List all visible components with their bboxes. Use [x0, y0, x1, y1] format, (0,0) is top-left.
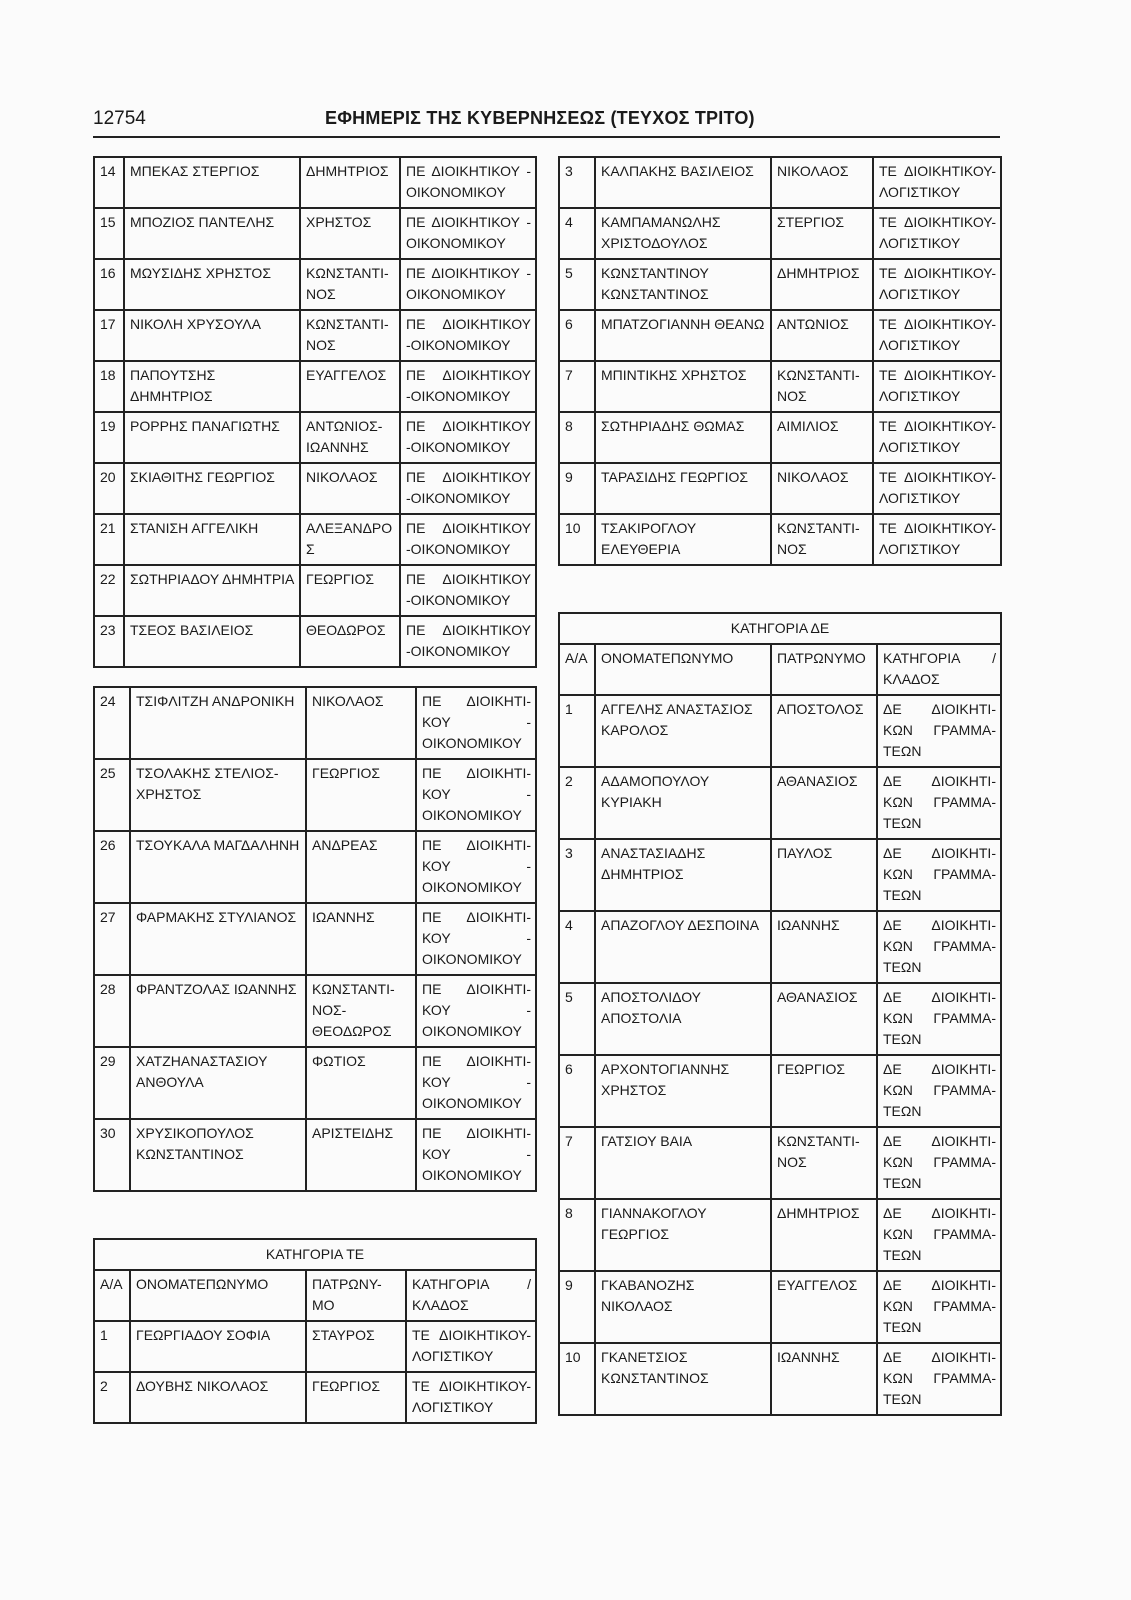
row-name: ΣΩΤΗΡΙΑΔΗΣ ΘΩΜΑΣ: [595, 412, 771, 463]
row-father: ΑΝΔΡΕΑΣ: [306, 831, 416, 903]
row-father: ΘΕΟΔΩΡΟΣ: [300, 616, 400, 667]
table-row: [94, 687, 536, 759]
table-row: [559, 983, 1001, 1055]
row-father: ΙΩΑΝΝΗΣ: [306, 903, 416, 975]
row-number: 27: [94, 903, 130, 975]
table-header-row: [559, 644, 1001, 695]
row-number: 3: [559, 157, 595, 208]
row-father: ΙΩΑΝΝΗΣ: [771, 1343, 877, 1415]
row-category: ΔΕ ΔΙΟΙΚΗΤΙ-ΚΩΝ ΓΡΑΜΜΑ-ΤΕΩΝ: [877, 1271, 1001, 1343]
row-name: ΓΑΤΣΙΟΥ ΒΑΙΑ: [595, 1127, 771, 1199]
table-row: [94, 759, 536, 831]
table-row: [559, 361, 1001, 412]
row-number: 26: [94, 831, 130, 903]
row-father: ΚΩΝΣΤΑΝΤΙ-ΝΟΣ-ΘΕΟΔΩΡΟΣ: [306, 975, 416, 1047]
table-row: [94, 463, 536, 514]
row-category: ΔΕ ΔΙΟΙΚΗΤΙ-ΚΩΝ ΓΡΑΜΜΑ-ΤΕΩΝ: [877, 1055, 1001, 1127]
row-father: ΕΥΑΓΓΕΛΟΣ: [771, 1271, 877, 1343]
row-name: ΜΠΙΝΤΙΚΗΣ ΧΡΗΣΤΟΣ: [595, 361, 771, 412]
header-father: ΠΑΤΡΩΝΥΜΟ: [771, 644, 877, 695]
row-category: ΠΕ ΔΙΟΙΚΗΤΙ-ΚΟΥ - ΟΙΚΟΝΟΜΙΚΟΥ: [416, 759, 536, 831]
row-name: ΜΠΟΖΙΟΣ ΠΑΝΤΕΛΗΣ: [124, 208, 300, 259]
row-category: ΔΕ ΔΙΟΙΚΗΤΙ-ΚΩΝ ΓΡΑΜΜΑ-ΤΕΩΝ: [877, 1199, 1001, 1271]
row-category: ΠΕ ΔΙΟΙΚΗΤΙΚΟΥ -ΟΙΚΟΝΟΜΙΚΟΥ: [400, 565, 536, 616]
row-name: ΑΠΟΣΤΟΛΙΔΟΥ ΑΠΟΣΤΟΛΙΑ: [595, 983, 771, 1055]
header-name: ΟΝΟΜΑΤΕΠΩΝΥΜΟ: [130, 1270, 306, 1321]
row-name: ΤΣΟΛΑΚΗΣ ΣΤΕΛΙΟΣ-ΧΡΗΣΤΟΣ: [130, 759, 306, 831]
row-father: ΓΕΩΡΓΙΟΣ: [306, 1372, 406, 1423]
row-father: ΚΩΝΣΤΑΝΤΙ-ΝΟΣ: [300, 259, 400, 310]
row-category: ΤΕ ΔΙΟΙΚΗΤΙΚΟΥ-ΛΟΓΙΣΤΙΚΟΥ: [873, 514, 1001, 565]
row-number: 9: [559, 1271, 595, 1343]
row-category: ΠΕ ΔΙΟΙΚΗΤΙ-ΚΟΥ - ΟΙΚΟΝΟΜΙΚΟΥ: [416, 975, 536, 1047]
row-name: ΜΩΥΣΙΔΗΣ ΧΡΗΣΤΟΣ: [124, 259, 300, 310]
row-name: ΤΣΙΦΛΙΤΖΗ ΑΝΔΡΟΝΙΚΗ: [130, 687, 306, 759]
row-name: ΤΣΑΚΙΡΟΓΛΟΥ ΕΛΕΥΘΕΡΙΑ: [595, 514, 771, 565]
row-name: ΧΡΥΣΙΚΟΠΟΥΛΟΣ ΚΩΝΣΤΑΝΤΙΝΟΣ: [130, 1119, 306, 1191]
row-number: 3: [559, 839, 595, 911]
row-father: ΑΙΜΙΛΙΟΣ: [771, 412, 873, 463]
row-category: ΔΕ ΔΙΟΙΚΗΤΙ-ΚΩΝ ΓΡΑΜΜΑ-ΤΕΩΝ: [877, 839, 1001, 911]
row-father: ΙΩΑΝΝΗΣ: [771, 911, 877, 983]
row-name: ΤΑΡΑΣΙΔΗΣ ΓΕΩΡΓΙΟΣ: [595, 463, 771, 514]
row-category: ΤΕ ΔΙΟΙΚΗΤΙΚΟΥ-ΛΟΓΙΣΤΙΚΟΥ: [873, 310, 1001, 361]
row-category: ΔΕ ΔΙΟΙΚΗΤΙ-ΚΩΝ ΓΡΑΜΜΑ-ΤΕΩΝ: [877, 983, 1001, 1055]
table-row: [559, 412, 1001, 463]
table-row: [559, 514, 1001, 565]
row-category: ΠΕ ΔΙΟΙΚΗΤΙ-ΚΟΥ - ΟΙΚΟΝΟΜΙΚΟΥ: [416, 687, 536, 759]
table-row: [94, 361, 536, 412]
row-category: ΔΕ ΔΙΟΙΚΗΤΙ-ΚΩΝ ΓΡΑΜΜΑ-ΤΕΩΝ: [877, 695, 1001, 767]
row-number: 1: [559, 695, 595, 767]
row-category: ΠΕ ΔΙΟΙΚΗΤΙ-ΚΟΥ - ΟΙΚΟΝΟΜΙΚΟΥ: [416, 1119, 536, 1191]
row-category: ΤΕ ΔΙΟΙΚΗΤΙΚΟΥ-ΛΟΓΙΣΤΙΚΟΥ: [873, 208, 1001, 259]
row-number: 29: [94, 1047, 130, 1119]
row-category: ΤΕ ΔΙΟΙΚΗΤΙΚΟΥ-ΛΟΓΙΣΤΙΚΟΥ: [873, 361, 1001, 412]
table-header-row: [94, 1270, 536, 1321]
row-number: 8: [559, 412, 595, 463]
table-row: [559, 1055, 1001, 1127]
row-number: 2: [559, 767, 595, 839]
row-name: ΓΙΑΝΝΑΚΟΓΛΟΥ ΓΕΩΡΓΙΟΣ: [595, 1199, 771, 1271]
row-name: ΑΓΓΕΛΗΣ ΑΝΑΣΤΑΣΙΟΣ ΚΑΡΟΛΟΣ: [595, 695, 771, 767]
row-name: ΓΚΑΒΑΝΟΖΗΣ ΝΙΚΟΛΑΟΣ: [595, 1271, 771, 1343]
row-category: ΤΕ ΔΙΟΙΚΗΤΙΚΟΥ-ΛΟΓΙΣΤΙΚΟΥ: [873, 157, 1001, 208]
row-father: ΓΕΩΡΓΙΟΣ: [306, 759, 416, 831]
row-name: ΑΝΑΣΤΑΣΙΑΔΗΣ ΔΗΜΗΤΡΙΟΣ: [595, 839, 771, 911]
row-number: 16: [94, 259, 124, 310]
table-row: [94, 616, 536, 667]
row-category: ΤΕ ΔΙΟΙΚΗΤΙΚΟΥ-ΛΟΓΙΣΤΙΚΟΥ: [406, 1321, 536, 1372]
row-number: 15: [94, 208, 124, 259]
table-category-de: [558, 612, 1002, 1416]
row-father: ΓΕΩΡΓΙΟΣ: [771, 1055, 877, 1127]
row-number: 8: [559, 1199, 595, 1271]
header-rule: [93, 136, 1000, 138]
table-pe-continued: [93, 156, 537, 668]
row-category: ΠΕ ΔΙΟΙΚΗΤΙ-ΚΟΥ - ΟΙΚΟΝΟΜΙΚΟΥ: [416, 903, 536, 975]
row-father: ΑΘΑΝΑΣΙΟΣ: [771, 983, 877, 1055]
row-father: ΑΠΟΣΤΟΛΟΣ: [771, 695, 877, 767]
row-category: ΠΕ ΔΙΟΙΚΗΤΙ-ΚΟΥ - ΟΙΚΟΝΟΜΙΚΟΥ: [416, 831, 536, 903]
row-number: 9: [559, 463, 595, 514]
header-aa: Α/Α: [94, 1270, 130, 1321]
table-row: [94, 831, 536, 903]
row-category: ΤΕ ΔΙΟΙΚΗΤΙΚΟΥ-ΛΟΓΙΣΤΙΚΟΥ: [873, 259, 1001, 310]
row-father: ΑΘΑΝΑΣΙΟΣ: [771, 767, 877, 839]
row-name: ΜΠΕΚΑΣ ΣΤΕΡΓΙΟΣ: [124, 157, 300, 208]
row-number: 17: [94, 310, 124, 361]
row-name: ΠΑΠΟΥΤΣΗΣ ΔΗΜΗΤΡΙΟΣ: [124, 361, 300, 412]
row-category: ΠΕ ΔΙΟΙΚΗΤΙΚΟΥ - ΟΙΚΟΝΟΜΙΚΟΥ: [400, 208, 536, 259]
table-row: [559, 767, 1001, 839]
row-father: ΠΑΥΛΟΣ: [771, 839, 877, 911]
row-category: ΔΕ ΔΙΟΙΚΗΤΙ-ΚΩΝ ΓΡΑΜΜΑ-ΤΕΩΝ: [877, 1127, 1001, 1199]
table-row: [94, 514, 536, 565]
row-number: 4: [559, 911, 595, 983]
row-category: ΠΕ ΔΙΟΙΚΗΤΙΚΟΥ -ΟΙΚΟΝΟΜΙΚΟΥ: [400, 514, 536, 565]
table-row: [94, 412, 536, 463]
table-row: [94, 975, 536, 1047]
row-number: 6: [559, 1055, 595, 1127]
header-category: ΚΑΤΗΓΟΡΙΑ / ΚΛΑΔΟΣ: [877, 644, 1001, 695]
row-number: 1: [94, 1321, 130, 1372]
row-father: ΝΙΚΟΛΑΟΣ: [771, 463, 873, 514]
table-body: [94, 157, 536, 667]
row-category: ΤΕ ΔΙΟΙΚΗΤΙΚΟΥ-ΛΟΓΙΣΤΙΚΟΥ: [873, 463, 1001, 514]
row-father: ΕΥΑΓΓΕΛΟΣ: [300, 361, 400, 412]
row-name: ΤΣΟΥΚΑΛΑ ΜΑΓΔΑΛΗΝΗ: [130, 831, 306, 903]
header-aa: Α/Α: [559, 644, 595, 695]
table-row: [94, 1321, 536, 1372]
row-name: ΚΑΛΠΑΚΗΣ ΒΑΣΙΛΕΙΟΣ: [595, 157, 771, 208]
row-number: 5: [559, 983, 595, 1055]
row-name: ΝΙΚΟΛΗ ΧΡΥΣΟΥΛΑ: [124, 310, 300, 361]
table-row: [94, 903, 536, 975]
table-title-row: [94, 1239, 536, 1270]
table-row: [559, 695, 1001, 767]
row-category: ΔΕ ΔΙΟΙΚΗΤΙ-ΚΩΝ ΓΡΑΜΜΑ-ΤΕΩΝ: [877, 911, 1001, 983]
row-name: ΣΩΤΗΡΙΑΔΟΥ ΔΗΜΗΤΡΙΑ: [124, 565, 300, 616]
row-number: 19: [94, 412, 124, 463]
row-father: ΝΙΚΟΛΑΟΣ: [771, 157, 873, 208]
table-row: [559, 1199, 1001, 1271]
table-title: ΚΑΤΗΓΟΡΙΑ ΤΕ: [94, 1239, 536, 1270]
table-body: [94, 1239, 536, 1423]
row-name: ΣΚΙΑΘΙΤΗΣ ΓΕΩΡΓΙΟΣ: [124, 463, 300, 514]
table-pe-continued-2: [93, 686, 537, 1192]
header-category: ΚΑΤΗΓΟΡΙΑ / ΚΛΑΔΟΣ: [406, 1270, 536, 1321]
table-title-row: [559, 613, 1001, 644]
table-body: [559, 157, 1001, 565]
row-number: 20: [94, 463, 124, 514]
table-row: [94, 259, 536, 310]
row-category: ΠΕ ΔΙΟΙΚΗΤΙΚΟΥ - ΟΙΚΟΝΟΜΙΚΟΥ: [400, 157, 536, 208]
row-number: 7: [559, 361, 595, 412]
table-row: [94, 1372, 536, 1423]
table-row: [559, 310, 1001, 361]
table-row: [559, 463, 1001, 514]
row-number: 2: [94, 1372, 130, 1423]
table-row: [94, 1047, 536, 1119]
row-father: ΑΝΤΩΝΙΟΣ: [771, 310, 873, 361]
row-name: ΦΡΑΝΤΖΟΛΑΣ ΙΩΑΝΝΗΣ: [130, 975, 306, 1047]
row-number: 30: [94, 1119, 130, 1191]
table-row: [559, 911, 1001, 983]
row-name: ΓΚΑΝΕΤΣΙΟΣ ΚΩΝΣΤΑΝΤΙΝΟΣ: [595, 1343, 771, 1415]
row-father: ΔΗΜΗΤΡΙΟΣ: [300, 157, 400, 208]
row-category: ΤΕ ΔΙΟΙΚΗΤΙΚΟΥ-ΛΟΓΙΣΤΙΚΟΥ: [873, 412, 1001, 463]
page-number: 12754: [93, 108, 146, 129]
row-number: 24: [94, 687, 130, 759]
row-category: ΤΕ ΔΙΟΙΚΗΤΙΚΟΥ-ΛΟΓΙΣΤΙΚΟΥ: [406, 1372, 536, 1423]
table-row: [559, 839, 1001, 911]
row-name: ΑΔΑΜΟΠΟΥΛΟΥ ΚΥΡΙΑΚΗ: [595, 767, 771, 839]
row-name: ΣΤΑΝΙΣΗ ΑΓΓΕΛΙΚΗ: [124, 514, 300, 565]
table-row: [559, 1271, 1001, 1343]
row-category: ΠΕ ΔΙΟΙΚΗΤΙ-ΚΟΥ - ΟΙΚΟΝΟΜΙΚΟΥ: [416, 1047, 536, 1119]
row-father: ΑΛΕΞΑΝΔΡΟΣ: [300, 514, 400, 565]
table-category-te: [93, 1238, 537, 1424]
row-category: ΠΕ ΔΙΟΙΚΗΤΙΚΟΥ -ΟΙΚΟΝΟΜΙΚΟΥ: [400, 310, 536, 361]
row-father: ΝΙΚΟΛΑΟΣ: [306, 687, 416, 759]
table-body: [94, 687, 536, 1191]
row-father: ΚΩΝΣΤΑΝΤΙ-ΝΟΣ: [771, 1127, 877, 1199]
table-title: ΚΑΤΗΓΟΡΙΑ ΔΕ: [559, 613, 1001, 644]
row-number: 25: [94, 759, 130, 831]
table-row: [559, 1343, 1001, 1415]
row-father: ΦΩΤΙΟΣ: [306, 1047, 416, 1119]
row-category: ΔΕ ΔΙΟΙΚΗΤΙ-ΚΩΝ ΓΡΑΜΜΑ-ΤΕΩΝ: [877, 767, 1001, 839]
row-number: 5: [559, 259, 595, 310]
row-father: ΚΩΝΣΤΑΝΤΙ-ΝΟΣ: [771, 514, 873, 565]
row-name: ΔΟΥΒΗΣ ΝΙΚΟΛΑΟΣ: [130, 1372, 306, 1423]
row-father: ΧΡΗΣΤΟΣ: [300, 208, 400, 259]
header-father: ΠΑΤΡΩΝΥ-ΜΟ: [306, 1270, 406, 1321]
table-body: [559, 613, 1001, 1415]
table-row: [559, 208, 1001, 259]
row-name: ΚΩΝΣΤΑΝΤΙΝΟΥ ΚΩΝΣΤΑΝΤΙΝΟΣ: [595, 259, 771, 310]
row-number: 7: [559, 1127, 595, 1199]
table-row: [94, 565, 536, 616]
row-father: ΣΤΑΥΡΟΣ: [306, 1321, 406, 1372]
row-category: ΠΕ ΔΙΟΙΚΗΤΙΚΟΥ -ΟΙΚΟΝΟΜΙΚΟΥ: [400, 412, 536, 463]
row-father: ΓΕΩΡΓΙΟΣ: [300, 565, 400, 616]
table-row: [559, 259, 1001, 310]
row-category: ΠΕ ΔΙΟΙΚΗΤΙΚΟΥ - ΟΙΚΟΝΟΜΙΚΟΥ: [400, 259, 536, 310]
row-name: ΓΕΩΡΓΙΑΔΟΥ ΣΟΦΙΑ: [130, 1321, 306, 1372]
row-category: ΠΕ ΔΙΟΙΚΗΤΙΚΟΥ -ΟΙΚΟΝΟΜΙΚΟΥ: [400, 616, 536, 667]
row-number: 6: [559, 310, 595, 361]
table-row: [559, 1127, 1001, 1199]
row-number: 18: [94, 361, 124, 412]
row-name: ΡΟΡΡΗΣ ΠΑΝΑΓΙΩΤΗΣ: [124, 412, 300, 463]
table-row: [94, 157, 536, 208]
table-row: [94, 310, 536, 361]
row-number: 28: [94, 975, 130, 1047]
table-row: [94, 208, 536, 259]
row-number: 4: [559, 208, 595, 259]
row-name: ΧΑΤΖΗΑΝΑΣΤΑΣΙΟΥ ΑΝΘΟΥΛΑ: [130, 1047, 306, 1119]
row-father: ΣΤΕΡΓΙΟΣ: [771, 208, 873, 259]
row-number: 14: [94, 157, 124, 208]
row-name: ΚΑΜΠΑΜΑΝΩΛΗΣ ΧΡΙΣΤΟΔΟΥΛΟΣ: [595, 208, 771, 259]
row-father: ΑΝΤΩΝΙΟΣ-ΙΩΑΝΝΗΣ: [300, 412, 400, 463]
row-category: ΠΕ ΔΙΟΙΚΗΤΙΚΟΥ -ΟΙΚΟΝΟΜΙΚΟΥ: [400, 463, 536, 514]
row-father: ΚΩΝΣΤΑΝΤΙ-ΝΟΣ: [771, 361, 873, 412]
row-name: ΑΡΧΟΝΤΟΓΙΑΝΝΗΣ ΧΡΗΣΤΟΣ: [595, 1055, 771, 1127]
row-name: ΤΣΕΟΣ ΒΑΣΙΛΕΙΟΣ: [124, 616, 300, 667]
row-number: 22: [94, 565, 124, 616]
row-father: ΑΡΙΣΤΕΙΔΗΣ: [306, 1119, 416, 1191]
row-category: ΠΕ ΔΙΟΙΚΗΤΙΚΟΥ -ΟΙΚΟΝΟΜΙΚΟΥ: [400, 361, 536, 412]
row-number: 21: [94, 514, 124, 565]
gazette-title: ΕΦΗΜΕΡΙΣ ΤΗΣ ΚΥΒΕΡΝΗΣΕΩΣ (ΤΕΥΧΟΣ ΤΡΙΤΟ): [325, 108, 755, 128]
table-category-te-continued: [558, 156, 1002, 566]
row-father: ΚΩΝΣΤΑΝΤΙ-ΝΟΣ: [300, 310, 400, 361]
row-name: ΜΠΑΤΖΟΓΙΑΝΝΗ ΘΕΑΝΩ: [595, 310, 771, 361]
row-name: ΑΠΑΖΟΓΛΟΥ ΔΕΣΠΟΙΝΑ: [595, 911, 771, 983]
table-row: [559, 157, 1001, 208]
row-number: 10: [559, 1343, 595, 1415]
row-father: ΝΙΚΟΛΑΟΣ: [300, 463, 400, 514]
header-name: ΟΝΟΜΑΤΕΠΩΝΥΜΟ: [595, 644, 771, 695]
row-name: ΦΑΡΜΑΚΗΣ ΣΤΥΛΙΑΝΟΣ: [130, 903, 306, 975]
row-number: 10: [559, 514, 595, 565]
table-row: [94, 1119, 536, 1191]
row-father: ΔΗΜΗΤΡΙΟΣ: [771, 1199, 877, 1271]
row-category: ΔΕ ΔΙΟΙΚΗΤΙ-ΚΩΝ ΓΡΑΜΜΑ-ΤΕΩΝ: [877, 1343, 1001, 1415]
row-father: ΔΗΜΗΤΡΙΟΣ: [771, 259, 873, 310]
row-number: 23: [94, 616, 124, 667]
